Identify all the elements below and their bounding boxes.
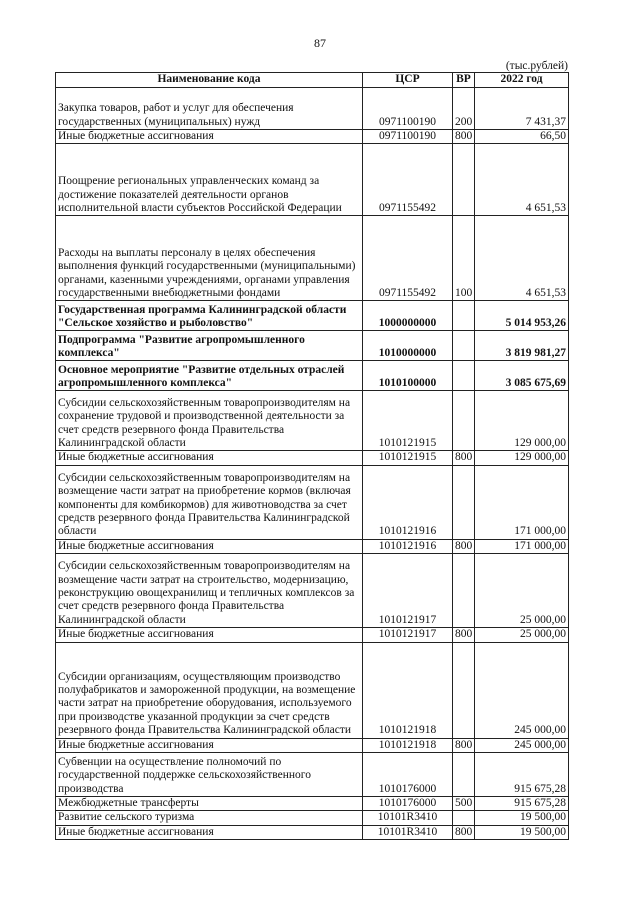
row-name: Межбюджетные трансферты: [56, 797, 363, 811]
row-amount: 3 819 981,27: [475, 331, 569, 361]
row-csr: 1010121916: [363, 465, 453, 539]
table-row: [56, 144, 569, 216]
row-csr: 1010121918: [363, 642, 453, 738]
row-vr: 800: [453, 738, 475, 752]
row-name: Иные бюджетные ассигнования: [56, 738, 363, 752]
row-vr: [453, 642, 475, 738]
row-csr: 1010121918: [363, 738, 453, 752]
table-row: [56, 554, 569, 628]
row-csr: 10101R3410: [363, 811, 453, 825]
table-row: [56, 797, 569, 811]
row-vr: 800: [453, 539, 475, 553]
table-row: [56, 753, 569, 797]
row-amount: 171 000,00: [475, 465, 569, 539]
row-vr: [453, 144, 475, 216]
row-csr: 1010121915: [363, 391, 453, 451]
row-name: Субсидии сельскохозяйственным товаропроизводителям на возмещение части затрат на приобретение кормов (включая компоненты для комбикормов) для животноводства за счет средств резервного фонда Правительства Калининградской области: [56, 465, 363, 539]
row-amount: 129 000,00: [475, 451, 569, 465]
table-row: [56, 451, 569, 465]
row-name: Субсидии сельскохозяйственным товаропроизводителям на сохранение трудовой и производственной деятельности за счет средств резервного фонда Правительства Калининградской области: [56, 391, 363, 451]
row-amount: 915 675,28: [475, 797, 569, 811]
row-vr: 800: [453, 628, 475, 642]
row-vr: 200: [453, 88, 475, 130]
table-row: [56, 216, 569, 301]
table-row: [56, 642, 569, 738]
row-csr: 0971100190: [363, 88, 453, 130]
table-row: [56, 465, 569, 539]
row-name: Поощрение региональных управленческих команд за достижение показателей деятельности органов исполнительной власти субъектов Российской Федерации: [56, 144, 363, 216]
row-name: Иные бюджетные ассигнования: [56, 628, 363, 642]
row-csr: 1010100000: [363, 361, 453, 391]
row-csr: 1010176000: [363, 753, 453, 797]
row-vr: [453, 753, 475, 797]
table-row: [56, 628, 569, 642]
row-name: Закупка товаров, работ и услуг для обеспечения государственных (муниципальных) нужд: [56, 88, 363, 130]
row-name: Иные бюджетные ассигнования: [56, 825, 363, 839]
row-amount: 171 000,00: [475, 539, 569, 553]
row-amount: 915 675,28: [475, 753, 569, 797]
row-amount: 66,50: [475, 130, 569, 144]
row-vr: 800: [453, 451, 475, 465]
row-vr: [453, 361, 475, 391]
row-amount: 3 085 675,69: [475, 361, 569, 391]
row-csr: 1010121917: [363, 628, 453, 642]
row-csr: 1000000000: [363, 301, 453, 331]
row-csr: 1010121917: [363, 554, 453, 628]
row-amount: 4 651,53: [475, 144, 569, 216]
row-csr: 10101R3410: [363, 825, 453, 839]
header-amount: 2022 год: [475, 73, 569, 88]
table-row: [56, 301, 569, 331]
row-name: Подпрограмма "Развитие агропромышленного комплекса": [56, 331, 363, 361]
row-csr: 1010176000: [363, 797, 453, 811]
header-name: Наименование кода: [56, 73, 363, 88]
row-name: Развитие сельского туризма: [56, 811, 363, 825]
row-vr: 500: [453, 797, 475, 811]
page-number: 87: [314, 36, 326, 50]
row-vr: [453, 301, 475, 331]
row-amount: 19 500,00: [475, 811, 569, 825]
row-name: Субвенции на осуществление полномочий по государственной поддержке сельскохозяйственного производства: [56, 753, 363, 797]
row-amount: 25 000,00: [475, 554, 569, 628]
row-name: Субсидии организациям, осуществляющим производство полуфабрикатов и замороженной продукции, на возмещение части затрат на приобретение оборудования, используемого при производстве указанной продукции за счет средств резервного фонда Правительства Калининградской области: [56, 642, 363, 738]
header-csr: ЦСР: [363, 73, 453, 88]
row-name: Государственная программа Калининградской области "Сельское хозяйство и рыболовство": [56, 301, 363, 331]
row-amount: 5 014 953,26: [475, 301, 569, 331]
table-header-row: [56, 73, 569, 88]
row-csr: 0971100190: [363, 130, 453, 144]
table-row: [56, 811, 569, 825]
row-amount: 7 431,37: [475, 88, 569, 130]
table-row: [56, 88, 569, 130]
row-csr: 0971155492: [363, 216, 453, 301]
row-vr: [453, 391, 475, 451]
row-vr: 100: [453, 216, 475, 301]
row-csr: 0971155492: [363, 144, 453, 216]
row-amount: 245 000,00: [475, 642, 569, 738]
unit-note: (тыс.рублей): [505, 60, 568, 72]
row-amount: 19 500,00: [475, 825, 569, 839]
header-vr: ВР: [453, 73, 475, 88]
table-row: [56, 539, 569, 553]
row-name: Иные бюджетные ассигнования: [56, 539, 363, 553]
table-row: [56, 130, 569, 144]
row-amount: 245 000,00: [475, 738, 569, 752]
row-name: Основное мероприятие "Развитие отдельных отраслей агропромышленного комплекса": [56, 361, 363, 391]
table-row: [56, 361, 569, 391]
row-csr: 1010000000: [363, 331, 453, 361]
row-amount: 25 000,00: [475, 628, 569, 642]
row-vr: [453, 465, 475, 539]
row-csr: 1010121916: [363, 539, 453, 553]
table-row: [56, 825, 569, 839]
table-row: [56, 391, 569, 451]
row-name: Иные бюджетные ассигнования: [56, 130, 363, 144]
row-csr: 1010121915: [363, 451, 453, 465]
row-vr: 800: [453, 825, 475, 839]
row-amount: 4 651,53: [475, 216, 569, 301]
row-vr: 800: [453, 130, 475, 144]
row-name: Иные бюджетные ассигнования: [56, 451, 363, 465]
row-name: Расходы на выплаты персоналу в целях обеспечения выполнения функций государственными (муниципальными) органами, казенными учреждениями, органами управления государственными внебюджетными фондами: [56, 216, 363, 301]
table-row: [56, 331, 569, 361]
row-amount: 129 000,00: [475, 391, 569, 451]
row-vr: [453, 331, 475, 361]
row-vr: [453, 554, 475, 628]
row-vr: [453, 811, 475, 825]
table-row: [56, 738, 569, 752]
row-name: Субсидии сельскохозяйственным товаропроизводителям на возмещение части затрат на строительство, модернизацию, реконструкцию овощехранилищ и тепличных комплексов за счет средств резервного фонда Правительства Калининградской области: [56, 554, 363, 628]
budget-table: [55, 72, 569, 840]
